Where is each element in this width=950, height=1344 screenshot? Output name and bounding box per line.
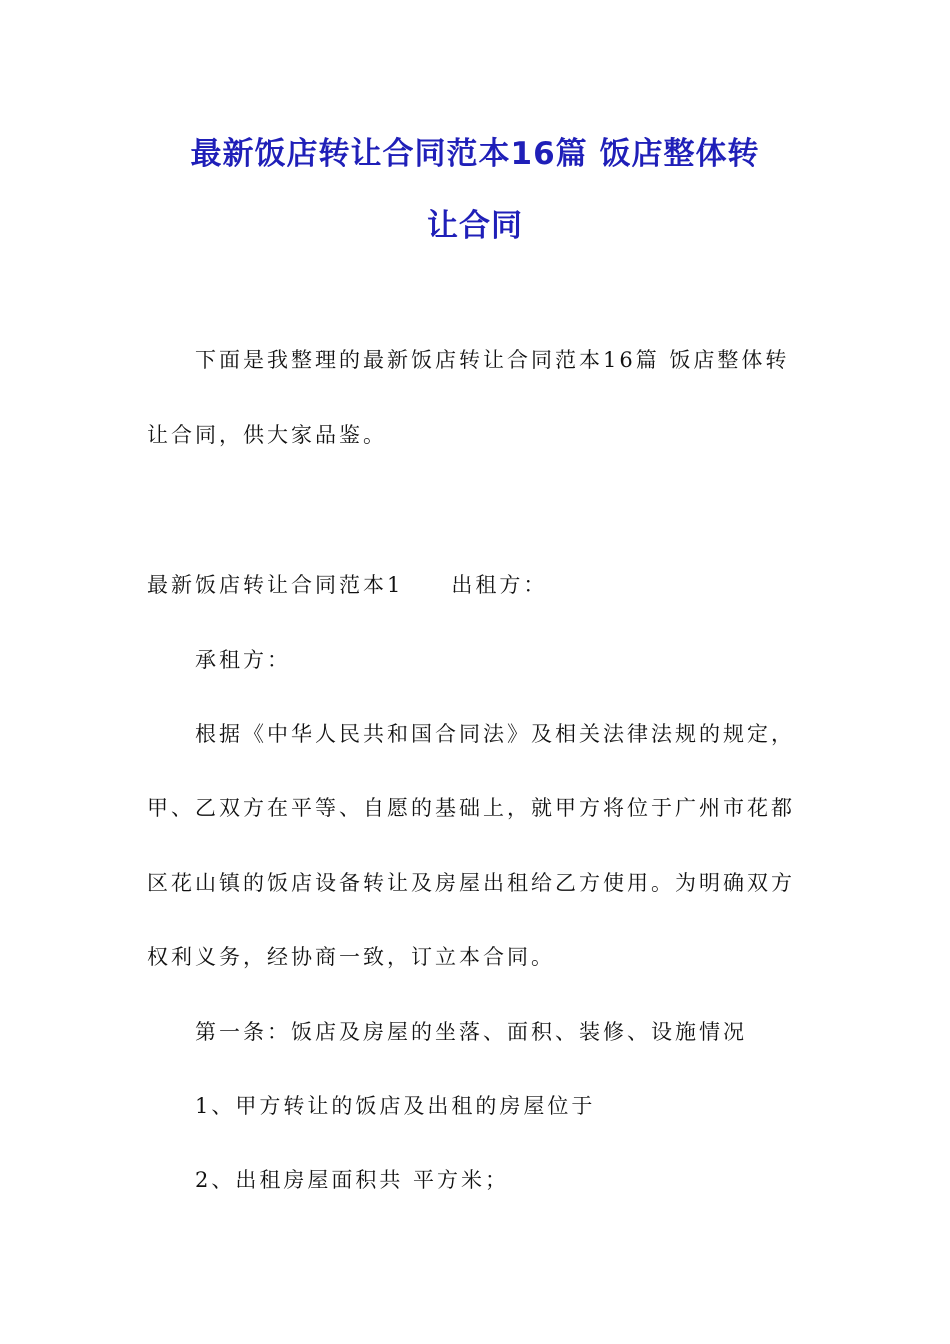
- document-title-line-1: 最新饭店转让合同范本16篇 饭店整体转: [190, 136, 760, 172]
- article-1-item-1: 1、甲方转让的饭店及出租的房屋位于: [195, 1094, 596, 1118]
- intro-paragraph-line-2: 让合同，供大家品鉴。: [147, 423, 387, 447]
- section-heading-row: [147, 570, 547, 600]
- paragraph-1-line-2: 甲、乙双方在平等、自愿的基础上，就甲方将位于广州市花都: [147, 796, 795, 820]
- intro-paragraph-line-1: 下面是我整理的最新饭店转让合同范本16篇 饭店整体转: [195, 348, 790, 372]
- lessee-label: 承租方：: [195, 648, 291, 672]
- lessor-label: 出租方：: [451, 573, 548, 597]
- paragraph-1-line-4: 权利义务，经协商一致，订立本合同。: [147, 945, 555, 969]
- paragraph-1-line-3: 区花山镇的饭店设备转让及房屋出租给乙方使用。为明确双方: [147, 871, 795, 895]
- paragraph-1-line-1: 根据《中华人民共和国合同法》及相关法律法规的规定，: [195, 722, 795, 746]
- article-1-item-2: 2、出租房屋面积共 平方米；: [195, 1168, 510, 1192]
- section-heading: 最新饭店转让合同范本1: [147, 573, 404, 597]
- document-title-line-2: 让合同: [427, 208, 523, 244]
- article-1-heading: 第一条：饭店及房屋的坐落、面积、装修、设施情况: [195, 1020, 747, 1044]
